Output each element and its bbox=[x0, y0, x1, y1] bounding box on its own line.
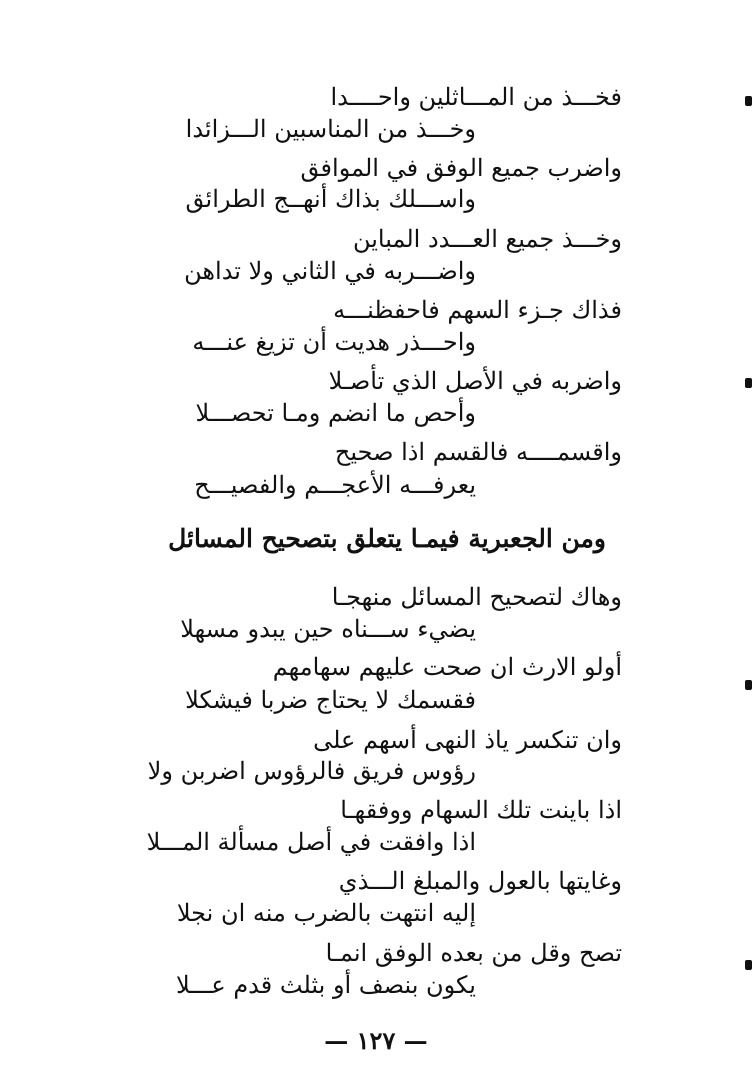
verse-2-second-hemistich: واســـلك بذاك أنهــج الطرائق bbox=[185, 185, 476, 213]
verse-1-second-hemistich: وخـــذ من المناسبين الـــزائدا bbox=[185, 115, 476, 143]
verse-12-first-hemistich: تصح وقل من بعده الوفق انمـا bbox=[325, 939, 622, 967]
verse-3-second-hemistich: واضـــربه في الثاني ولا تداهن bbox=[184, 257, 476, 285]
margin-mark bbox=[745, 680, 752, 690]
verse-2-first-hemistich: واضرب جميع الوفق في الموافق bbox=[300, 154, 622, 182]
verse-1-first-hemistich: فخـــذ من المـــاثلين واحــــدا bbox=[330, 83, 622, 111]
verse-6-first-hemistich: واقسمــــه فالقسم اذا صحيح bbox=[334, 438, 622, 466]
verse-8-first-hemistich: أولو الارث ان صحت عليهم سهامهم bbox=[272, 653, 622, 681]
margin-mark bbox=[745, 378, 752, 388]
verse-5-second-hemistich: وأحص ما انضم ومـا تحصـــلا bbox=[195, 399, 476, 427]
verse-12-second-hemistich: يكون بنصف أو بثلث قدم عـــلا bbox=[175, 971, 476, 999]
verse-10-second-hemistich: اذا وافقت في أصل مسألة المـــلا bbox=[146, 828, 476, 856]
margin-mark bbox=[745, 960, 752, 970]
verse-7-first-hemistich: وهاك لتصحيح المسائل منهجـا bbox=[331, 583, 622, 611]
page-number: — ١٢٧ — bbox=[324, 1026, 428, 1055]
section-heading: ومن الجعبرية فيمـا يتعلق بتصحيح المسائل bbox=[168, 524, 606, 553]
verse-3-first-hemistich: وخـــذ جميع العـــدد المباين bbox=[352, 225, 622, 253]
verse-9-second-hemistich: رؤوس فريق فالرؤوس اضربن ولا bbox=[147, 757, 476, 785]
verse-11-first-hemistich: وغايتها بالعول والمبلغ الـــذي bbox=[338, 867, 622, 895]
margin-mark bbox=[745, 96, 752, 106]
verse-4-second-hemistich: واحـــذر هديت أن تزيغ عنـــه bbox=[192, 328, 476, 356]
verse-7-second-hemistich: يضيء ســـناه حين يبدو مسهلا bbox=[180, 615, 476, 643]
verse-8-second-hemistich: فقسمك لا يحتاج ضربا فيشكلا bbox=[185, 686, 476, 714]
verse-10-first-hemistich: اذا باينت تلك السهام ووفقهـا bbox=[340, 796, 622, 824]
verse-4-first-hemistich: فذاك جـزء السهم فاحفظنـــه bbox=[333, 296, 622, 324]
verse-5-first-hemistich: واضربه في الأصل الذي تأصـلا bbox=[328, 367, 622, 395]
verse-11-second-hemistich: إليه انتهت بالضرب منه ان نجلا bbox=[176, 899, 476, 927]
verse-9-first-hemistich: وان تنكسر ياذ النهى أسهم على bbox=[313, 726, 622, 754]
verse-6-second-hemistich: يعرفـــه الأعجـــم والفصيـــح bbox=[194, 471, 476, 499]
